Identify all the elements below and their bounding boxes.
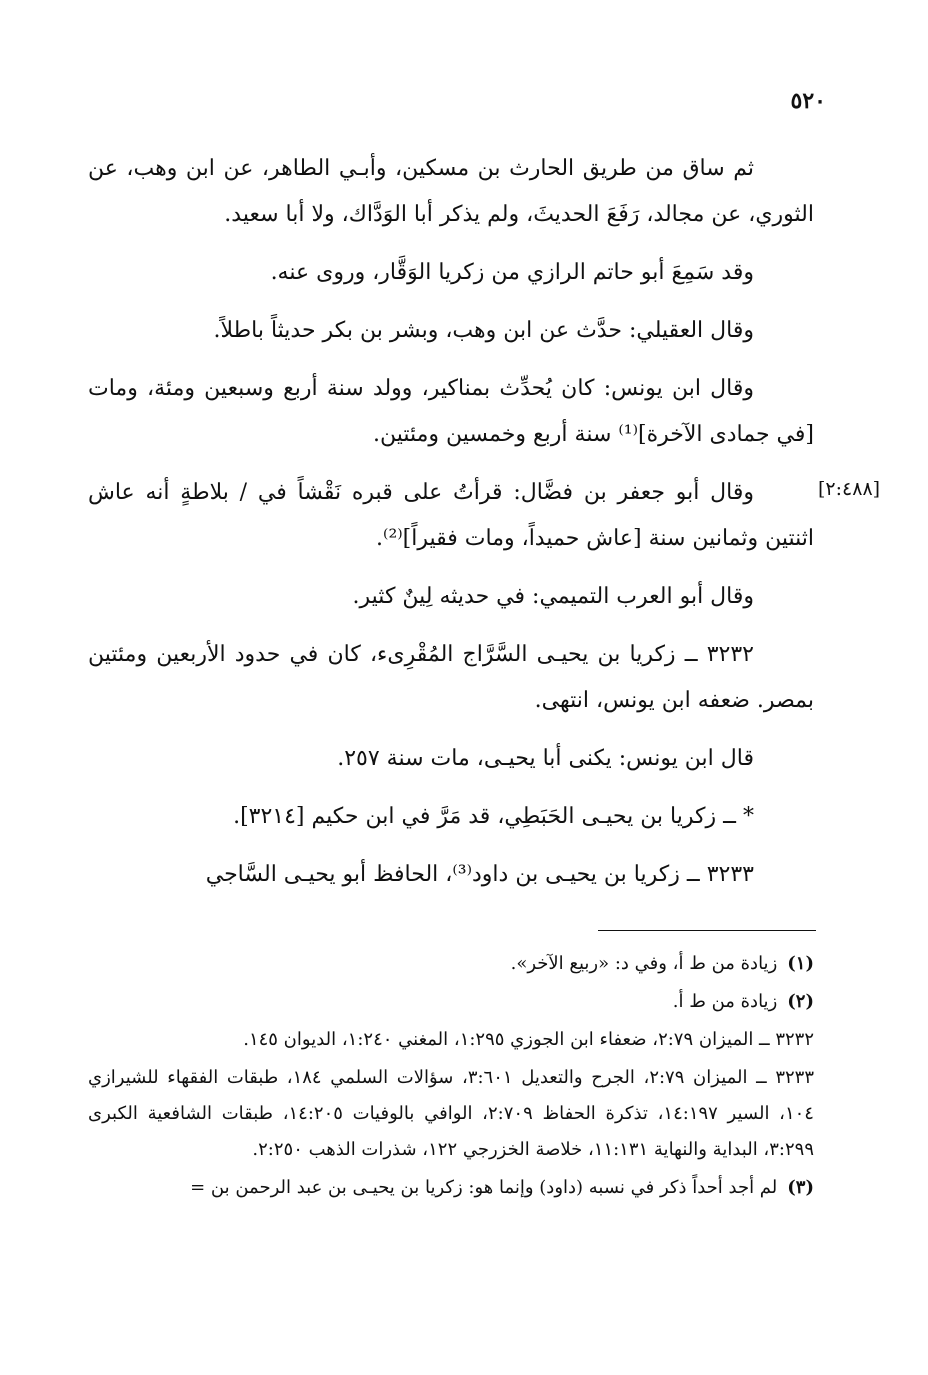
footnote-text: زيادة من ط أ. <box>672 991 778 1012</box>
entry-3233: ٣٢٣٣ ــ زكريا بن يحيـى بن داود⁽³⁾، الحافظ أبو يحيـى السَّاجي <box>205 862 754 887</box>
footnote-text: زيادة من ط أ، وفي د: «ربيع الآخر». <box>510 953 778 974</box>
cross-reference-entry: * ــ زكريا بن يحيـى الحَبَطِي، قد مَرَّ في ابن حكيم [٣٢١٤]. <box>233 804 754 829</box>
entry-3232: ٣٢٣٢ ــ زكريا بن يحيـى السَّرَّاج المُقْرِىء، كان في حدود الأربعين ومئتين بمصر. ضعفه ابن يونس، انتهى. <box>88 642 814 713</box>
footnote-separator <box>598 930 816 931</box>
footnotes <box>88 946 814 1208</box>
paragraph: وقال العقيلي: حدَّث عن ابن وهب، وبشر بن بكر حديثاً باطلاً. <box>213 318 754 343</box>
footnote-number: (٢) <box>787 991 814 1012</box>
footnote-text: ٣٢٣٢ ــ الميزان ٢:٧٩، ضعفاء ابن الجوزي ١:٢٩٥، المغني ١:٢٤٠، الديوان ١٤٥. <box>243 1029 814 1050</box>
footnote-text: لم أجد أحداً ذكر في نسبه (داود) وإنما هو: زكريا بن يحيـى بن عبد الرحمن بن = <box>190 1177 778 1198</box>
paragraph: وقال أبو جعفر بن فضَّال: قرأتُ على قبره نَقْشاً في / بلاطةٍ أنه عاش اثنتين وثمانين سنة [عاش حميداً، ومات فقيراً]⁽²⁾. <box>88 480 814 551</box>
footnote-3 <box>88 1170 814 1206</box>
main-text <box>88 146 814 910</box>
paragraph: وقال أبو العرب التميمي: في حديثه لِينٌ كثير. <box>352 584 754 609</box>
footnote-number: (٣) <box>787 1177 814 1198</box>
source-note-3232 <box>88 1022 814 1058</box>
footnote-2 <box>88 984 814 1020</box>
page-number: ٥٢٠ <box>790 88 826 114</box>
margin-reference: [٢:٤٨٨] <box>818 478 881 500</box>
paragraph: قال ابن يونس: يكنى أبا يحيـى، مات سنة ٢٥٧. <box>337 746 754 771</box>
footnote-number: (١) <box>787 953 814 974</box>
paragraph: وقد سَمِعَ أبو حاتم الرازي من زكريا الوَقَّار، وروى عنه. <box>270 260 754 285</box>
footnote-text: ٣٢٣٣ ــ الميزان ٢:٧٩، الجرح والتعديل ٣:٦٠١، سؤالات السلمي ١٨٤، طبقات الفقهاء للشيرازي ١٠٤، السير ١٤:١٩٧، تذكرة الحفاظ ٢:٧٠٩، الوافي بالوفيات ١٤:٢٠٥، طبقات الشافعية الكبرى ٣:٢٩٩، البداية والنهاية ١١:١٣١، خلاصة الخزرجي ١٢٢، شذرات الذهب ٢:٢٥٠. <box>88 1067 814 1160</box>
paragraph: وقال ابن يونس: كان يُحدِّث بمناكير، وولد سنة أربع وسبعين ومئة، ومات [في جمادى الآخرة]⁽¹⁾ سنة أربع وخمسين ومئتين. <box>88 376 814 447</box>
paragraph: ثم ساق من طريق الحارث بن مسكين، وأبـي الطاهر، عن ابن وهب، عن الثوري، عن مجالد، رَفَعَ الحديثَ، ولم يذكر أبا الوَدَّاك، ولا أبا سعيد. <box>88 156 814 227</box>
footnote-1 <box>88 946 814 982</box>
source-note-3233 <box>88 1060 814 1168</box>
